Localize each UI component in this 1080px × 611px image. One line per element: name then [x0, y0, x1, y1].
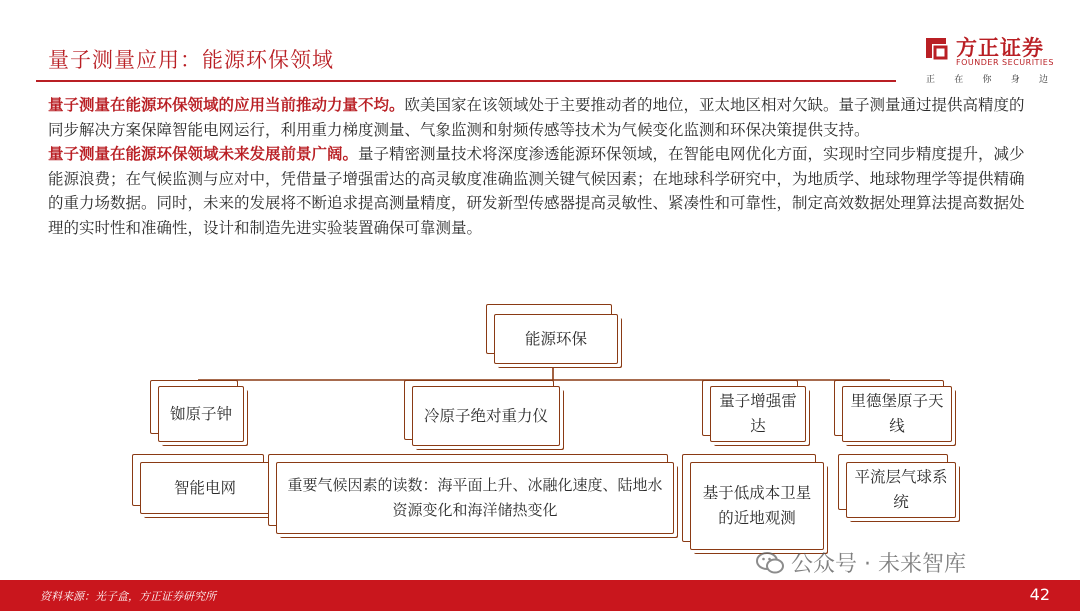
paragraph-body: 欧美国家在该领域处于主要推动者的地位，亚太地区相对欠缺。量子测量通过提供高精度的同步解决方案保障智能电网运行，利用重力梯度测量、气象监测和射频传感等技术为气候变化监测和环保决策提供支持。 [48, 96, 1025, 139]
branch-node-rubidium-clock [158, 386, 244, 442]
slogan-char: 正 [926, 75, 936, 85]
paragraph-heading: 量子测量在能源环保领域的应用当前推动力量不均。 [48, 95, 405, 114]
leaf-node-satellite-observation [690, 462, 824, 550]
paragraph-heading: 量子测量在能源环保领域未来发展前景广阔。 [48, 144, 359, 163]
branch-label: 铷原子钟 [169, 404, 232, 423]
leaf-label: 重要气候因素的读数：海平面上升、冰融化速度、陆地水资源变化和海洋储热变化 [287, 476, 663, 519]
leaf-node-stratospheric-balloon [846, 462, 956, 518]
branch-label: 冷原子绝对重力仪 [423, 406, 548, 425]
slogan-char: 在 [954, 75, 964, 85]
paragraph-body: 量子精密测量技术将深度渗透能源环保领域，在智能电网优化方面，实现时空同步精度提升，减少能源浪费；在气候监测与应对中，凭借量子增强雷达的高灵敏度准确监测关键气候因素；在地球科学研究中，为地质学、地球物理学等提供精确的重力场数据。同时，未来的发展将不断追求提高测量精度，研发新型传感器提高灵敏性、紧凑性和可靠性，制定高效数据处理算法提高数据处理的实时性和准确性，设计和制造先进实验装置确保可靠测量。 [48, 145, 1025, 237]
wechat-icon [755, 550, 785, 576]
leaf-label: 智能电网 [173, 478, 236, 497]
wechat-watermark [755, 547, 966, 578]
slogan-char: 你 [982, 75, 992, 85]
leaf-node-climate-readings [276, 462, 674, 534]
page-number: 42 [1029, 585, 1050, 604]
page-title: 量子测量应用：能源环保领域 [48, 48, 334, 72]
branch-node-rydberg-antenna [842, 386, 952, 442]
leaf-label: 平流层气球系统 [854, 468, 948, 511]
slogan-char: 边 [1038, 75, 1048, 85]
slogan-char: 身 [1010, 75, 1020, 85]
branch-label: 里德堡原子天线 [850, 392, 944, 435]
leaf-node-smart-grid [140, 462, 270, 514]
branch-node-cold-atom-gravimeter [412, 386, 560, 446]
branch-node-quantum-radar [710, 386, 806, 442]
logo-english-name: FOUNDER SECURITIES [956, 58, 1054, 67]
branch-label: 量子增强雷达 [719, 392, 797, 435]
logo-name: 方正证券 [956, 36, 1044, 60]
source-note: 资料来源：光子盒，方正证券研究所 [40, 590, 216, 603]
root-node [494, 314, 618, 364]
root-label: 能源环保 [524, 329, 587, 348]
watermark-text: 公众号 · 未来智库 [791, 552, 966, 577]
leaf-label: 基于低成本卫星的近地观测 [702, 484, 812, 527]
